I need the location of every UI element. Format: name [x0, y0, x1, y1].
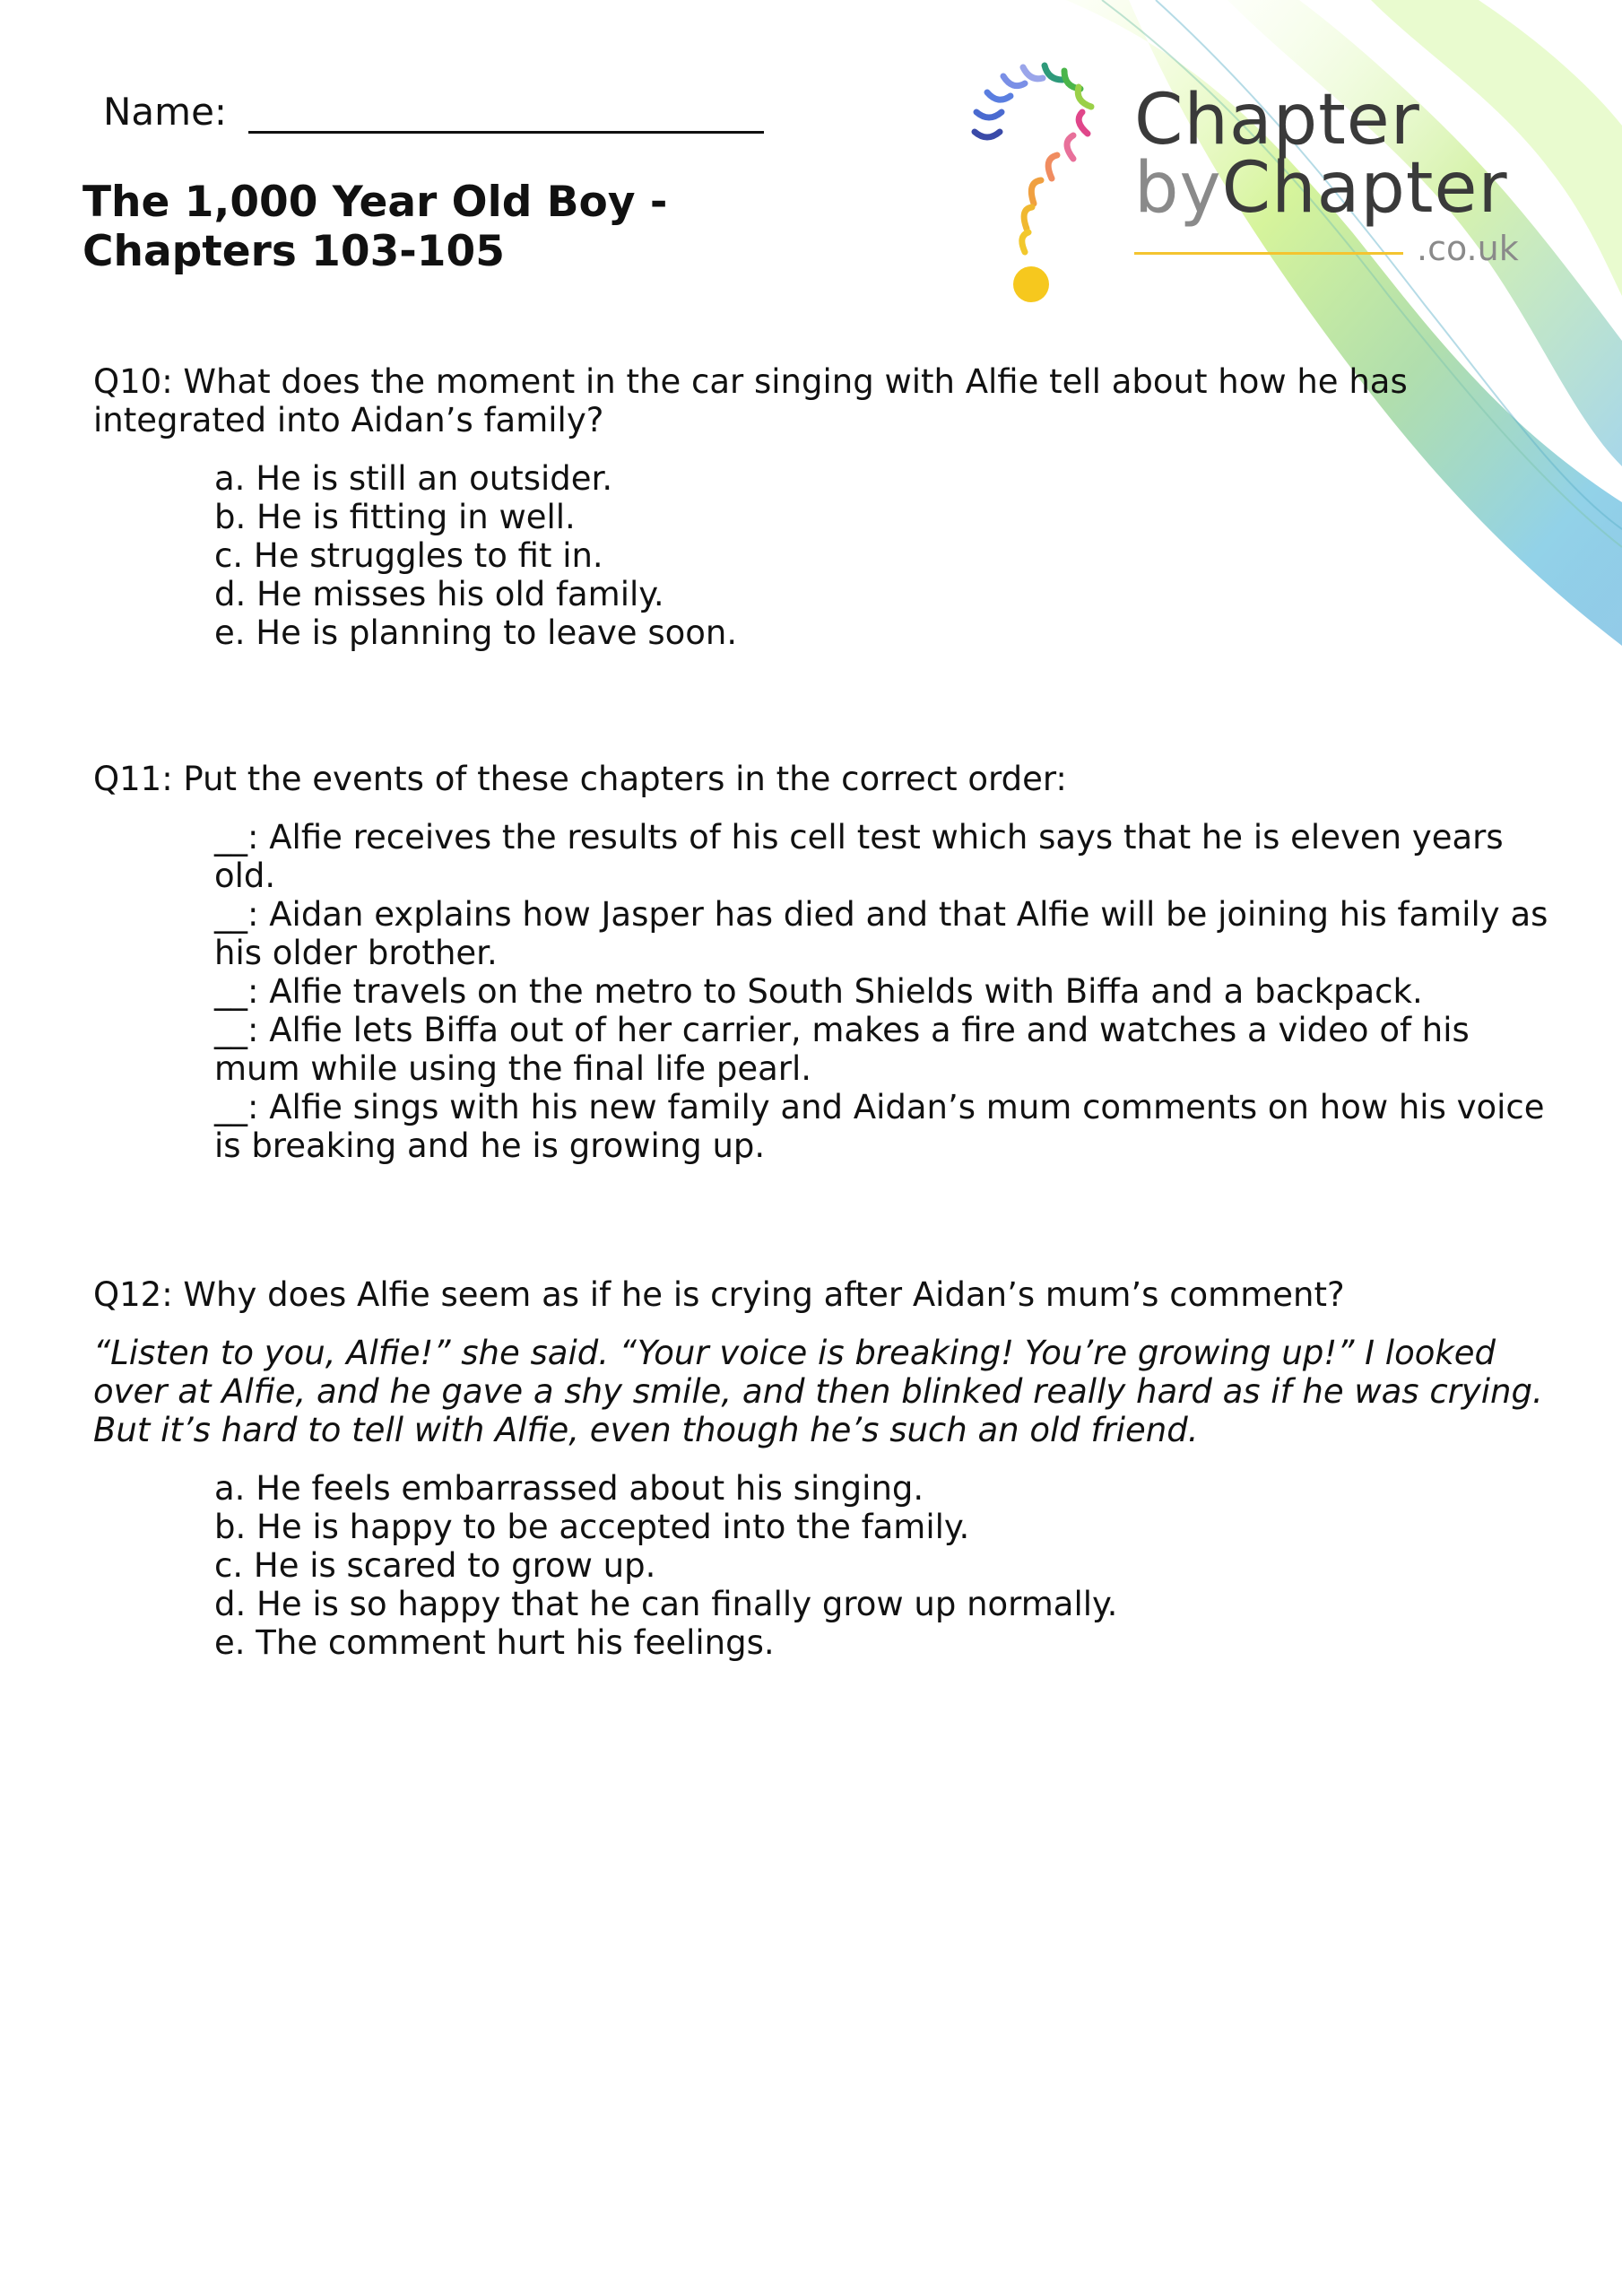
q12-option-b[interactable]: b. He is happy to be accepted into the family.	[214, 1508, 970, 1546]
name-field[interactable]	[103, 90, 764, 134]
q11-event-3[interactable]: __: Alfie travels on the metro to South Shields with Biffa and a backpack.	[214, 972, 1423, 1011]
q11-event-5[interactable]: __: Alfie sings with his new family and Aidan’s mum comments on how his voice is breaking and he is growing up.	[214, 1088, 1545, 1165]
name-write-line[interactable]	[248, 90, 764, 134]
logo-wordmark	[1134, 80, 1508, 229]
logo-word-by-chapter	[1134, 148, 1508, 229]
question-12: Q12: Why does Alfie seem as if he is crying after Aidan’s mum’s comment?	[93, 1275, 1345, 1314]
q10-option-c[interactable]: c. He struggles to fit in.	[214, 536, 603, 575]
q12-option-a[interactable]: a. He feels embarrassed about his singing.	[214, 1469, 924, 1508]
q10-option-b[interactable]: b. He is fitting in well.	[214, 498, 576, 536]
question-10: Q10: What does the moment in the car singing with Alfie tell about how he has integrated into Aidan’s family?	[93, 362, 1408, 439]
q11-event-4[interactable]: __: Alfie lets Biffa out of her carrier, makes a fire and watches a video of his mum while using the final life pearl.	[214, 1011, 1470, 1088]
logo-word-by: by	[1134, 148, 1222, 229]
question-10-options	[214, 459, 1564, 652]
q11-event-2[interactable]: __: Aidan explains how Jasper has died and that Alfie will be joining his family as his older brother.	[214, 895, 1548, 972]
logo-word-chapter-2: Chapter	[1221, 148, 1508, 229]
name-label: Name:	[103, 90, 228, 134]
questions-section	[93, 362, 1564, 1662]
q10-option-d[interactable]: d. He misses his old family.	[214, 575, 664, 613]
spacer	[93, 1165, 1564, 1275]
q12-option-c[interactable]: c. He is scared to grow up.	[214, 1546, 656, 1585]
question-11-events	[214, 818, 1564, 1165]
q10-option-e[interactable]: e. He is planning to leave soon.	[214, 613, 738, 652]
spacer	[93, 652, 1564, 760]
question-12-options	[214, 1469, 1564, 1662]
logo-word-chapter: Chapter	[1134, 80, 1420, 161]
worksheet-title: The 1,000 Year Old Boy - Chapters 103-105	[82, 178, 668, 276]
chapter-by-chapter-logo	[964, 49, 1538, 318]
logo-domain-suffix: .co.uk	[1417, 229, 1519, 268]
logo-underline	[1134, 252, 1403, 255]
question-11: Q11: Put the events of these chapters in the correct order:	[93, 760, 1067, 798]
question-12-quote: “Listen to you, Alfie!” she said. “Your voice is breaking! You’re growing up!” I looked over at Alfie, and he gave a shy smile, and then blinked really hard as if he was crying. But it’s hard to tell with Alfie, even though he’s such an old friend.	[93, 1334, 1543, 1449]
q11-event-1[interactable]: __: Alfie receives the results of his cell test which says that he is eleven years old.	[214, 818, 1504, 895]
q10-option-a[interactable]: a. He is still an outsider.	[214, 459, 613, 498]
question-mark-books-icon	[964, 49, 1116, 318]
q12-option-d[interactable]: d. He is so happy that he can finally grow up normally.	[214, 1585, 1118, 1623]
q12-option-e[interactable]: e. The comment hurt his feelings.	[214, 1623, 775, 1662]
